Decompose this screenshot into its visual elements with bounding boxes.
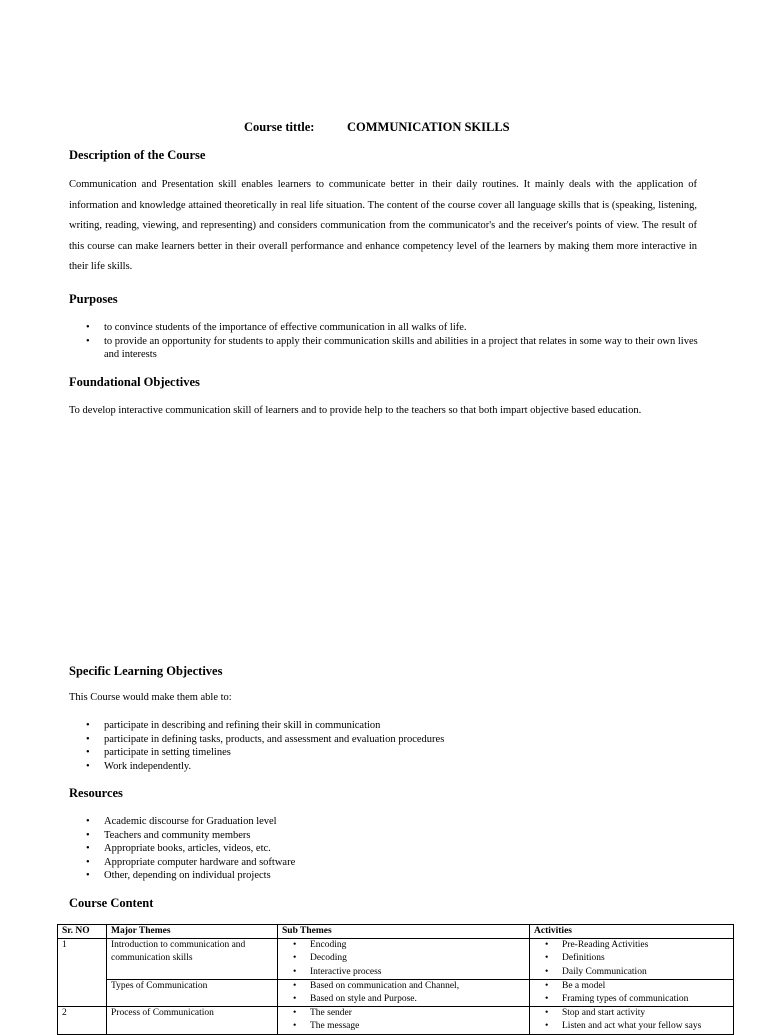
sr-no-cell: 2 (58, 1007, 107, 1034)
column-header-major-themes: Major Themes (107, 925, 278, 939)
list-item: • Framing types of communication (534, 993, 729, 1006)
list-item: • Appropriate computer hardware and software (86, 856, 698, 870)
sub-themes-cell (278, 1007, 530, 1034)
course-content-table (57, 924, 734, 1035)
column-header-activities: Activities (530, 925, 734, 939)
sub-themes-cell (278, 979, 530, 1006)
list-item: • The sender (282, 1007, 525, 1020)
course-title-label: Course tittle: (244, 120, 315, 134)
description-text: Communication and Presentation skill enables learners to communicate better in their daily routines. It mainly deals with the application of information and knowledge attained theoretically in real life situation. The content of the course cover all language skills that is (speaking, listening, writing, reading, viewing, and representing) and considers communication from the communicator's and the receiver's points of view. The result of this course can make learners better in their overall performance and enhance competency level of the learners by making them more interactive in their life skills. (69, 179, 697, 272)
list-item: • Interactive process (282, 966, 525, 979)
foundational-text: To develop interactive communication skill of learners and to provide help to the teachers so that both impart objective based education. (69, 405, 642, 416)
list-item: • Listen and act what your fellow says (534, 1020, 729, 1033)
resources-heading: Resources (69, 786, 123, 800)
description-heading: Description of the Course (69, 148, 206, 162)
list-item: • The message (282, 1020, 525, 1033)
activities-cell (530, 1007, 734, 1034)
list-item: • Daily Communication (534, 966, 729, 979)
list-item: • Stop and start activity (534, 1007, 729, 1020)
list-item: • to convince students of the importance of effective communication in all walks of life. (86, 321, 698, 335)
resources-list (86, 815, 698, 883)
list-item: • Definitions (534, 952, 729, 965)
course-title-value: COMMUNICATION SKILLS (347, 120, 510, 134)
major-theme-cell: Types of Communication (107, 979, 278, 1006)
column-header-sr-no: Sr. NO (58, 925, 107, 939)
list-item: • Encoding (282, 939, 525, 952)
specific-list (86, 719, 698, 773)
list-item: • Pre-Reading Activities (534, 939, 729, 952)
column-header-sub-themes: Sub Themes (278, 925, 530, 939)
specific-heading: Specific Learning Objectives (69, 664, 223, 678)
activities-cell (530, 979, 734, 1006)
list-item: • to provide an opportunity for students to apply their communication skills and abilities in a project that relates in some way to their own lives and interests (86, 335, 698, 362)
list-item: • Be a model (534, 980, 729, 993)
major-theme-cell: Introduction to communication and communication skills (107, 939, 278, 980)
list-item: • Academic discourse for Graduation level (86, 815, 698, 829)
table-row (58, 1007, 734, 1034)
purposes-heading: Purposes (69, 292, 118, 306)
list-item: • participate in describing and refining their skill in communication (86, 719, 698, 733)
table-row (58, 979, 734, 1006)
list-item: • participate in setting timelines (86, 746, 698, 760)
foundational-heading: Foundational Objectives (69, 375, 200, 389)
activities-cell (530, 939, 734, 980)
table-header-row (58, 925, 734, 939)
list-item: • Appropriate books, articles, videos, etc. (86, 842, 698, 856)
sub-themes-cell (278, 939, 530, 980)
list-item: • Decoding (282, 952, 525, 965)
course-content-heading: Course Content (69, 896, 154, 910)
list-item: • Based on style and Purpose. (282, 993, 525, 1006)
major-theme-cell: Process of Communication (107, 1007, 278, 1034)
sr-no-cell: 1 (58, 939, 107, 1007)
table-row (58, 939, 734, 980)
specific-intro: This Course would make them able to: (69, 692, 232, 703)
list-item: • Work independently. (86, 760, 698, 774)
list-item: • participate in defining tasks, products, and assessment and evaluation procedures (86, 733, 698, 747)
list-item: • Other, depending on individual projects (86, 869, 698, 883)
list-item: • Teachers and community members (86, 829, 698, 843)
list-item: • Based on communication and Channel, (282, 980, 525, 993)
purposes-list (86, 321, 698, 362)
